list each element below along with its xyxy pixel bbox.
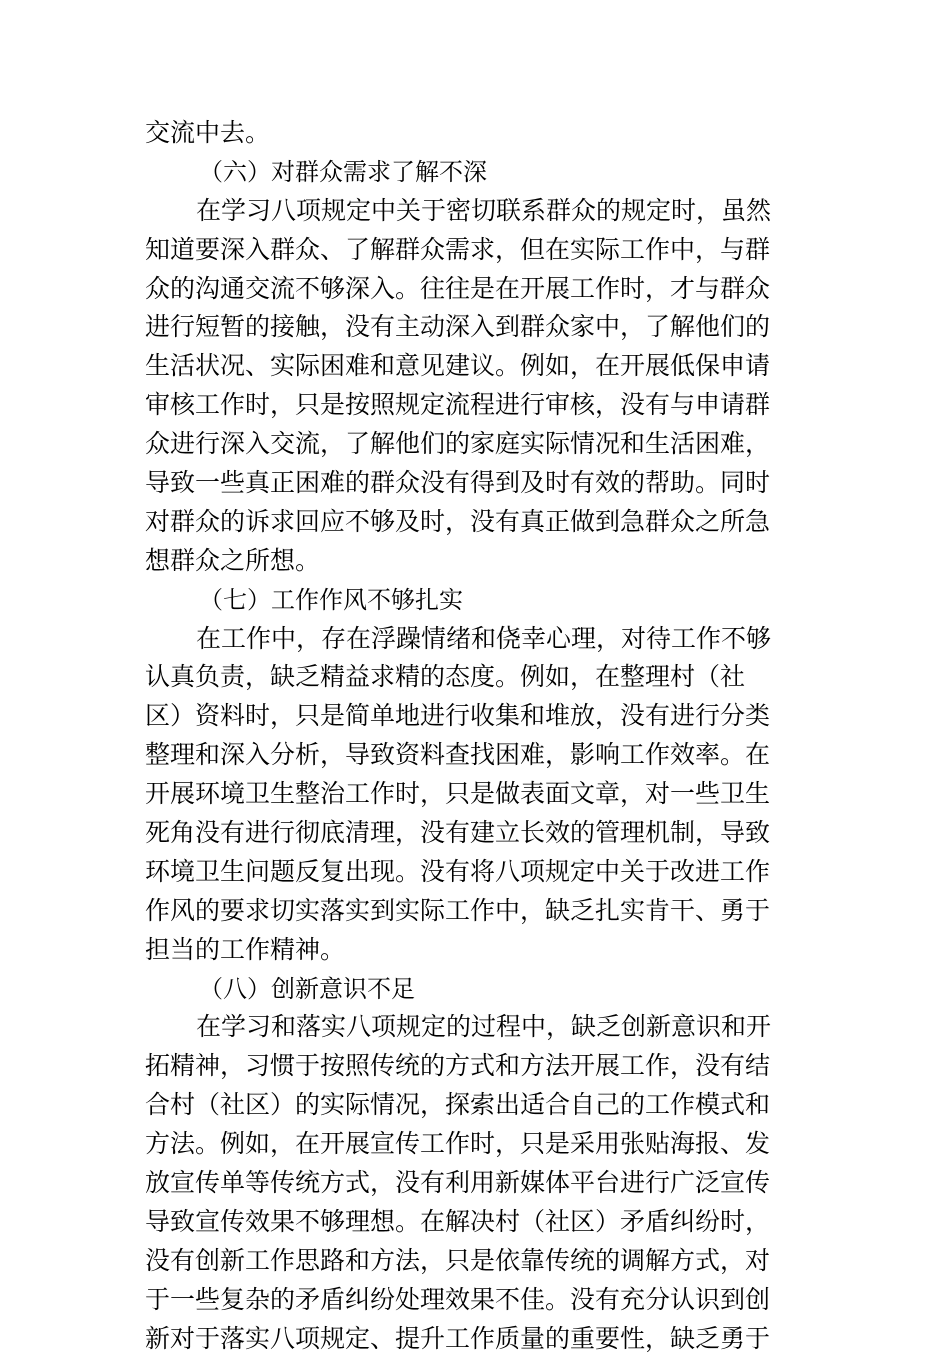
section-heading-6: （六）对群众需求了解不深	[199, 157, 487, 186]
paragraph-line: 对群众的诉求回应不够及时，没有真正做到急群众之所急	[145, 506, 771, 536]
paragraph-line: 区）资料时，只是简单地进行收集和堆放，没有进行分类	[145, 701, 771, 731]
continuation-line: 交流中去。	[145, 118, 271, 147]
paragraph-line: 认真负责，缺乏精益求精的态度。例如，在整理村（社	[145, 662, 746, 692]
paragraph-line: 在学习八项规定中关于密切联系群众的规定时，虽然	[196, 195, 772, 225]
paragraph-line: 众进行深入交流，了解他们的家庭实际情况和生活困难，	[145, 429, 771, 459]
paragraph-line: 担当的工作精神。	[145, 934, 346, 964]
paragraph-line: 知道要深入群众、了解群众需求，但在实际工作中，与群	[145, 234, 771, 264]
paragraph-line: 拓精神，习惯于按照传统的方式和方法开展工作，没有结	[145, 1051, 771, 1081]
paragraph-line: 作风的要求切实落实到实际工作中，缺乏扎实肯干、勇于	[145, 895, 771, 925]
section-heading-7: （七）工作作风不够扎实	[199, 585, 463, 614]
paragraph-line: 合村（社区）的实际情况，探索出适合自己的工作模式和	[145, 1090, 771, 1120]
paragraph-line: 新对于落实八项规定、提升工作质量的重要性，缺乏勇于	[145, 1323, 771, 1353]
paragraph-line: 想群众之所想。	[145, 545, 321, 575]
paragraph-line: 于一些复杂的矛盾纠纷处理效果不佳。没有充分认识到创	[145, 1284, 771, 1314]
paragraph-line: 导致一些真正困难的群众没有得到及时有效的帮助。同时	[145, 468, 771, 498]
section-heading-8: （八）创新意识不足	[199, 974, 415, 1003]
paragraph-line: 方法。例如，在开展宣传工作时，只是采用张贴海报、发	[145, 1129, 771, 1159]
paragraph-line: 在工作中，存在浮躁情绪和侥幸心理，对待工作不够	[196, 623, 772, 653]
paragraph-line: 没有创新工作思路和方法，只是依靠传统的调解方式，对	[145, 1245, 771, 1275]
paragraph-line: 审核工作时，只是按照规定流程进行审核，没有与申请群	[145, 390, 771, 420]
paragraph-line: 环境卫生问题反复出现。没有将八项规定中关于改进工作	[145, 856, 771, 886]
paragraph-line: 整理和深入分析，导致资料查找困难，影响工作效率。在	[145, 740, 771, 770]
paragraph-line: 众的沟通交流不够深入。往往是在开展工作时，才与群众	[145, 273, 771, 303]
paragraph-line: 生活状况、实际困难和意见建议。例如，在开展低保申请	[145, 351, 771, 381]
paragraph-line: 放宣传单等传统方式，没有利用新媒体平台进行广泛宣传	[145, 1168, 771, 1198]
paragraph-line: 导致宣传效果不够理想。在解决村（社区）矛盾纠纷时，	[145, 1206, 771, 1236]
paragraph-line: 死角没有进行彻底清理，没有建立长效的管理机制，导致	[145, 818, 771, 848]
document-page	[145, 114, 807, 1359]
paragraph-line: 在学习和落实八项规定的过程中，缺乏创新意识和开	[196, 1012, 772, 1042]
paragraph-line: 开展环境卫生整治工作时，只是做表面文章，对一些卫生	[145, 779, 771, 809]
paragraph-line: 进行短暂的接触，没有主动深入到群众家中，了解他们的	[145, 312, 771, 342]
